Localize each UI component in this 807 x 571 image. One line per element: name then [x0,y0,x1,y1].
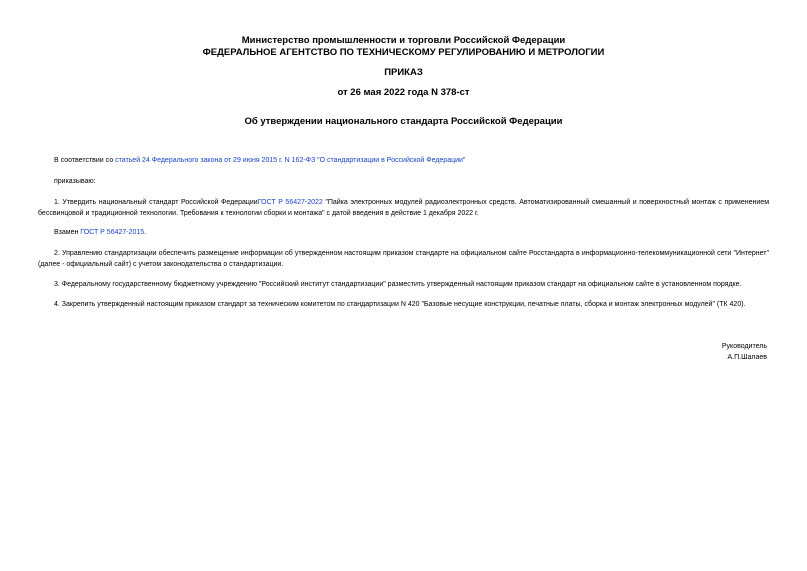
replaces-prefix: Взамен [54,229,81,236]
ministry-name: Министерство промышленности и торговли Российской Федерации [241,35,566,46]
item-1-suffix: "Пайка электронных модулей радиоэлектронных средств. Автоматизированный смешанный и поверхностный монтаж с применением бессвинцовой и традиционной технологии. Требования к технологии сборки и монтажа" с датой введения в действие 1 декабря 2022 г. [38,199,770,217]
item-1-prefix: 1. Утвердить национальный стандарт Российской Федерации [54,199,258,206]
signer-position: Руководитель [721,343,767,350]
document-date: от 26 мая 2022 года N 378-ст [337,87,470,98]
item-2-paragraph: 2. Управлению стандартизации обеспечить размещение информации об утвержденном настоящим приказом стандарте на официальном сайте Росстандарта в информационно-телекоммуникационной сети "Интернет" (далее - официальный сайт) с учетом законодательства о стандартизации. [38,250,769,268]
item-1-paragraph [38,198,769,219]
document-title: Об утверждении национального стандарта Российской Федерации [244,116,563,127]
signer-name: А.П.Шалаев [727,354,767,361]
gost-2015-link[interactable]: ГОСТ Р 56427-2015 [80,229,145,236]
item-3-paragraph: 3. Федеральному государственному бюджетному учреждению "Российский институт стандартизации" разместить утвержденный настоящим приказом стандарт на официальном сайте в установленном порядке. [54,281,742,288]
document-type: ПРИКАЗ [384,67,423,78]
intro-prefix: В соответствии со [54,157,116,164]
replaces-paragraph [38,228,769,239]
item-4-paragraph: 4. Закрепить утвержденный настоящим приказом стандарт за техническим комитетом по стандартизации N 420 "Базовые несущие конструкции, печатные платы, сборка и монтаж электронных модулей" (ТК 420). [54,301,746,308]
gost-2022-link[interactable]: ГОСТ Р 56427-2022 [257,199,323,206]
order-word: приказываю: [54,178,96,185]
intro-paragraph [38,156,769,167]
federal-law-link[interactable]: статьей 24 Федерального закона от 29 июня 2015 г. N 162-ФЗ "О стандартизации в Российской Федерации" [115,157,466,164]
replaces-suffix: . [144,229,147,236]
agency-name: ФЕДЕРАЛЬНОЕ АГЕНТСТВО ПО ТЕХНИЧЕСКОМУ РЕГУЛИРОВАНИЮ И МЕТРОЛОГИИ [202,47,605,58]
